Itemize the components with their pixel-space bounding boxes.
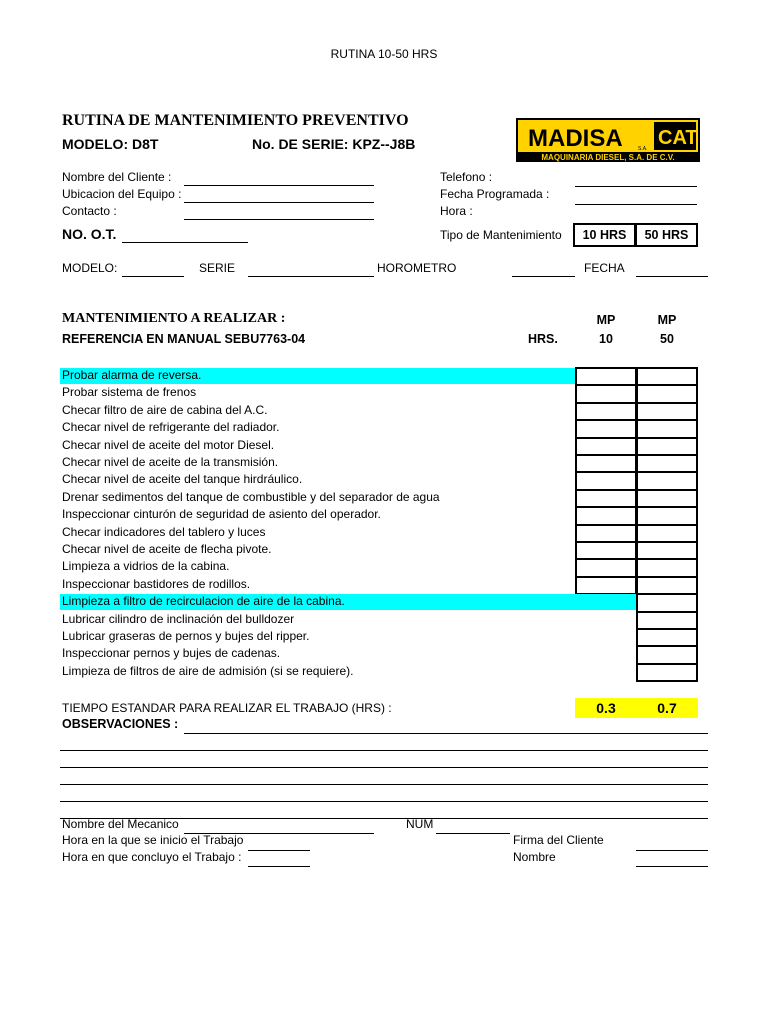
task-label: Lubricar graseras de pernos y bujes del ripper. [62,629,310,643]
client-name-field[interactable] [184,185,374,186]
task-label: Checar nivel de refrigerante del radiador. [62,420,280,435]
observations-line-4[interactable] [60,784,708,785]
client-name-label: Nombre del Cliente : [62,170,172,184]
time-field[interactable] [575,204,697,205]
task-label: Limpieza a filtro de recirculacion de aire de la cabina. [62,594,345,609]
client-signature-field[interactable] [636,850,708,851]
model-label: MODELO: D8T [62,136,159,152]
serial-label: No. DE SERIE: KPZ--J8B [252,136,416,152]
logo-graphic [516,118,700,162]
client-name-signature-label: Nombre [513,850,556,864]
equipment-serial-label: SERIE [199,261,236,275]
equipment-location-label: Ubicacion del Equipo : [62,187,182,201]
task-label: Probar sistema de frenos [62,385,197,400]
task-label: Inspeccionar pernos y bujes de cadenas. [62,646,281,661]
time-label: Hora : [440,204,473,218]
date-label: FECHA [584,261,625,275]
observations-line-1[interactable] [184,733,708,734]
end-time-label: Hora en que concluyo el Trabajo : [62,850,242,864]
maintenance-type-50hrs[interactable]: 50 HRS [635,223,698,247]
task-label: Lubricar cilindro de inclinación del bulldozer [62,611,295,626]
date-field[interactable] [636,276,708,277]
equipment-serial-field[interactable] [248,276,374,277]
observations-line-5[interactable] [60,801,708,802]
form-title: RUTINA DE MANTENIMIENTO PREVENTIVO [62,112,409,129]
task-checkbox-mp50[interactable] [636,663,698,682]
work-order-label: NO. O.T. [62,226,117,242]
mechanic-number-label: NUM [406,817,434,831]
task-label: Probar alarma de reversa. [62,368,202,382]
scheduled-date-field[interactable] [575,186,697,187]
col-mp10-top: MP [596,313,616,327]
task-label: Limpieza a vidrios de la cabina. [62,559,230,574]
equipment-model-field[interactable] [122,276,184,277]
client-signature-label: Firma del Cliente [513,833,604,847]
start-time-field[interactable] [248,850,310,851]
contact-label: Contacto : [62,204,117,218]
task-label: Checar nivel de aceite de flecha pivote. [62,542,272,556]
manual-reference: REFERENCIA EN MANUAL SEBU7763-04 [62,332,306,346]
logo-cat: CAT [658,127,698,149]
equipment-model-label: MODELO: [62,261,118,275]
maintenance-type-10hrs[interactable]: 10 HRS [573,223,636,247]
end-time-field[interactable] [248,866,310,867]
task-checkbox-mp10[interactable] [575,576,637,595]
contact-field[interactable] [184,219,374,220]
task-label: Limpieza de filtros de aire de admisión (si se requiere). [62,663,354,678]
task-label: Checar nivel de aceite del motor Diesel. [62,437,275,452]
task-label: Inspeccionar bastidores de rodillos. [62,576,251,591]
hrs-label: HRS. [528,332,558,346]
client-name-signature-field[interactable] [636,866,708,867]
maintenance-type-label: Tipo de Mantenimiento [440,228,562,242]
logo-company: MAQUINARIA DIESEL, S.A. DE C.V. [541,153,675,162]
logo-small: S.A. [638,146,648,152]
task-label: Checar filtro de aire de cabina del A.C. [62,402,268,417]
observations-line-2[interactable] [60,750,708,751]
standard-time-mp50: 0.7 [636,698,698,718]
page-header: RUTINA 10-50 HRS [330,47,438,61]
hourmeter-field[interactable] [512,276,575,277]
task-label: Checar nivel de aceite del tanque hirdráulico. [62,472,303,487]
col-mp10-bottom: 10 [599,332,613,346]
col-mp50-bottom: 50 [660,332,674,346]
task-label: Checar indicadores del tablero y luces [62,524,266,539]
standard-time-label: TIEMPO ESTANDAR PARA REALIZAR EL TRABAJO (HRS) : [62,701,392,715]
mechanic-name-label: Nombre del Mecanico [62,817,179,831]
work-order-field[interactable] [122,242,248,243]
phone-label: Telefono : [440,170,493,184]
hourmeter-label: HOROMETRO [377,261,457,275]
start-time-label: Hora en la que se inicio el Trabajo [62,833,244,847]
equipment-location-field[interactable] [184,202,374,203]
logo-brand: MADISA [528,125,623,152]
observations-label: OBSERVACIONES : [62,717,179,731]
standard-time-mp10: 0.3 [575,698,637,718]
col-mp50-top: MP [657,313,677,327]
observations-line-3[interactable] [60,767,708,768]
task-label: Drenar sedimentos del tanque de combustible y del separador de agua [62,489,440,504]
mechanic-number-field[interactable] [436,833,510,834]
section-title: MANTENIMIENTO A REALIZAR : [62,311,286,326]
madisa-cat-logo [516,118,700,162]
scheduled-date-label: Fecha Programada : [440,187,550,201]
task-label: Checar nivel de aceite de la transmisión. [62,455,279,469]
task-label: Inspeccionar cinturón de seguridad de asiento del operador. [62,507,381,522]
